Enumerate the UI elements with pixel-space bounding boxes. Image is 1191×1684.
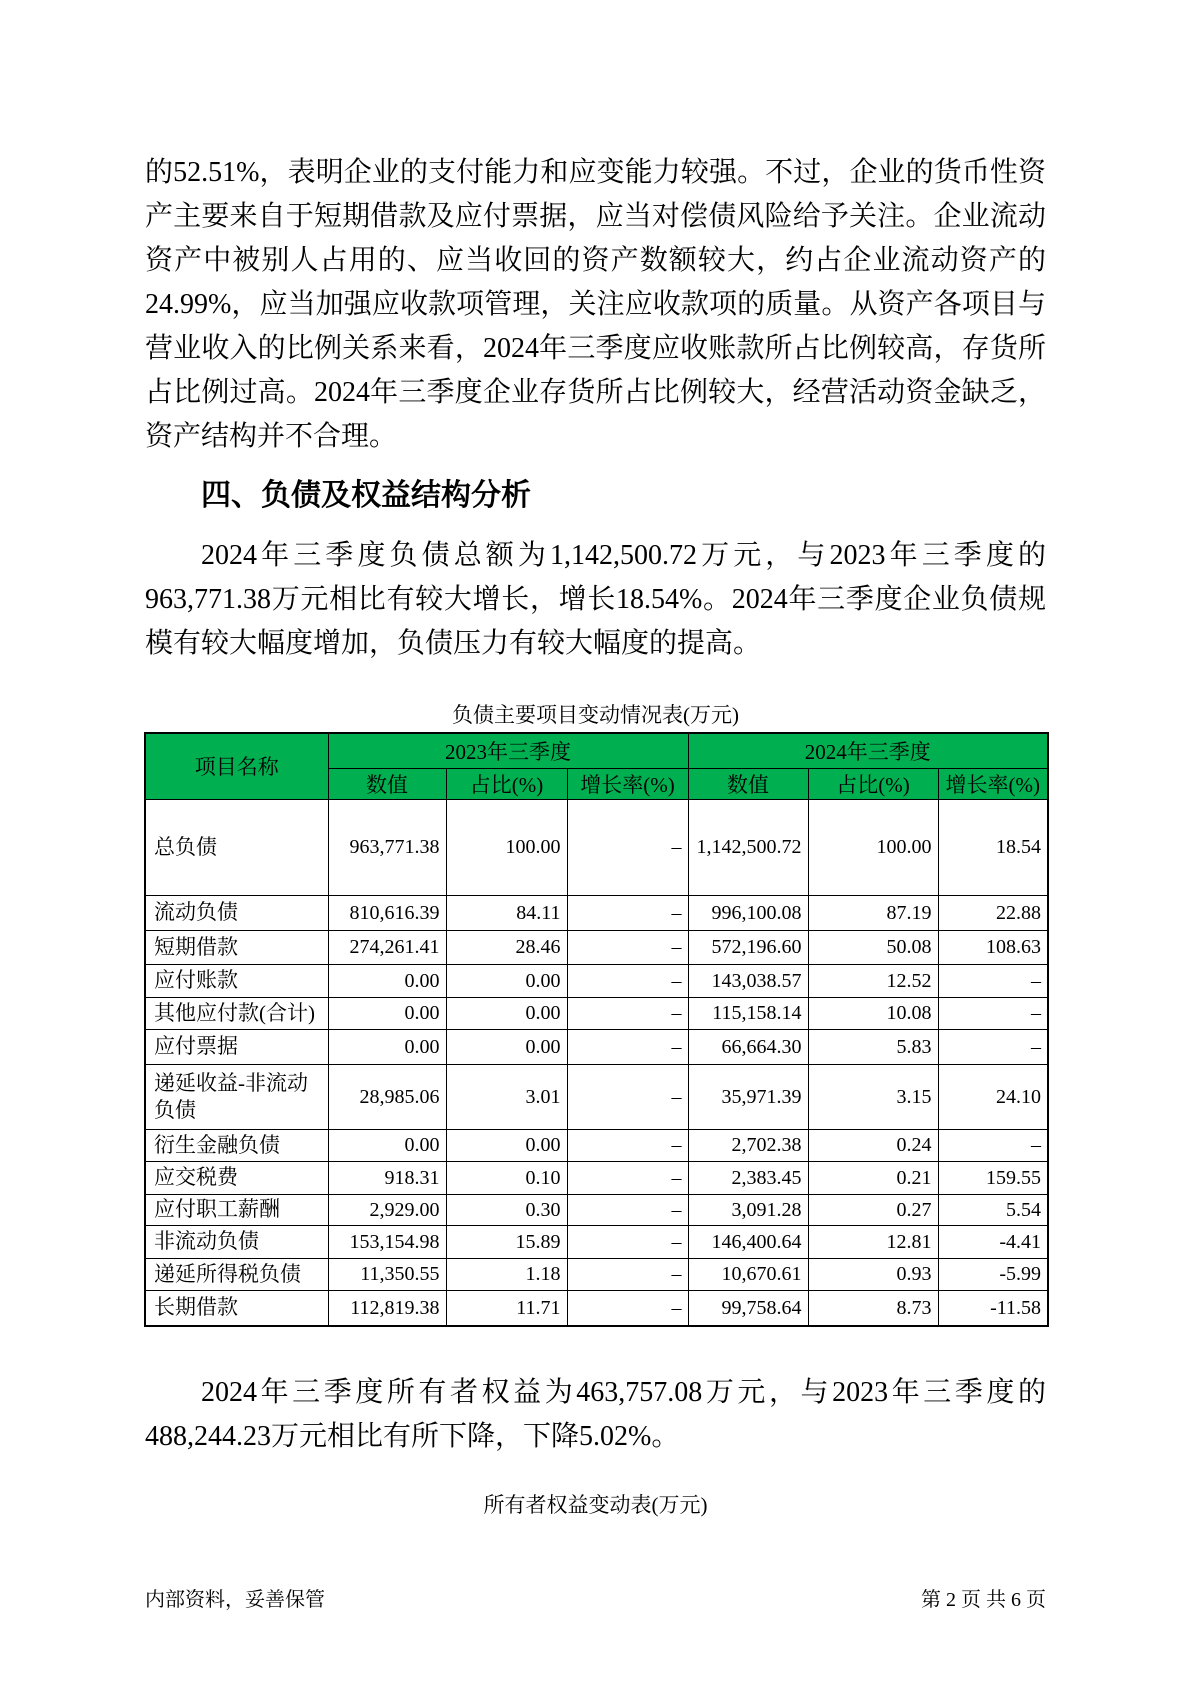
value-cell: 0.30 [446,1194,567,1225]
table-header-period-row [145,733,1048,768]
value-cell: 996,100.08 [688,895,808,930]
value-cell: – [938,1029,1048,1064]
value-cell: 1,142,500.72 [688,799,808,895]
table-row [145,997,1048,1029]
footer-page-number: 第 2 页 共 6 页 [921,1589,1046,1611]
row-label-cell: 应交税费 [145,1161,328,1194]
value-cell: 0.00 [328,1129,446,1161]
value-cell: 5.83 [808,1029,938,1064]
header-growth-2023: 增长率(%) [567,768,688,799]
row-label-cell: 短期借款 [145,930,328,964]
value-cell: 0.00 [328,997,446,1029]
value-cell: 0.00 [446,1029,567,1064]
equity-table-caption: 所有者权益变动表(万元) [483,1493,708,1517]
value-cell: 3,091.28 [688,1194,808,1225]
value-cell: 572,196.60 [688,930,808,964]
table-row [145,930,1048,964]
row-label-cell: 应付票据 [145,1029,328,1064]
value-cell: 100.00 [808,799,938,895]
value-cell: 84.11 [446,895,567,930]
value-cell: 11,350.55 [328,1258,446,1290]
value-cell: – [567,1290,688,1326]
value-cell: 28.46 [446,930,567,964]
value-cell: 18.54 [938,799,1048,895]
paragraph-line: 资产结构并不合理。 [145,421,398,452]
row-label-cell: 流动负债 [145,895,328,930]
paragraph-line: 24.99%，应当加强应收款项管理，关注应收款项的质量。从资产各项目与 [145,289,1046,320]
table-row [145,1258,1048,1290]
value-cell: 108.63 [938,930,1048,964]
value-cell: 50.08 [808,930,938,964]
paragraph-line: 模有较大幅度增加，负债压力有较大幅度的提高。 [145,628,762,659]
row-label-cell: 长期借款 [145,1290,328,1326]
value-cell: 0.00 [446,1129,567,1161]
paragraph-owners-equity [145,1371,1046,1459]
value-cell: 2,929.00 [328,1194,446,1225]
value-cell: 100.00 [446,799,567,895]
value-cell: 0.21 [808,1161,938,1194]
value-cell: 99,758.64 [688,1290,808,1326]
table-row [145,1194,1048,1225]
value-cell: 0.00 [446,997,567,1029]
paragraph-line: 资产中被别人占用的、应当收回的资产数额较大，约占企业流动资产的 [145,245,1046,276]
header-growth-2024: 增长率(%) [938,768,1048,799]
value-cell: 87.19 [808,895,938,930]
value-cell: 918.31 [328,1161,446,1194]
value-cell: 146,400.64 [688,1225,808,1258]
paragraph-liability-total [145,534,1046,666]
header-item-name: 项目名称 [145,733,328,799]
paragraph-line: 的52.51%，表明企业的支付能力和应变能力较强。不过，企业的货币性资 [145,157,1046,188]
row-label-cell: 递延所得税负债 [145,1258,328,1290]
value-cell: 143,038.57 [688,964,808,997]
value-cell: – [938,997,1048,1029]
table-row [145,895,1048,930]
value-cell: 12.81 [808,1225,938,1258]
row-label-cell: 其他应付款(合计) [145,997,328,1029]
value-cell: 112,819.38 [328,1290,446,1326]
liability-table [144,732,1049,1327]
paragraph-line: 488,244.23万元相比有所下降，下降5.02%。 [145,1421,680,1452]
value-cell: 10.08 [808,997,938,1029]
table-row [145,1161,1048,1194]
table-row [145,1129,1048,1161]
table-row [145,964,1048,997]
value-cell: 8.73 [808,1290,938,1326]
value-cell: – [567,1129,688,1161]
value-cell: 24.10 [938,1064,1048,1129]
value-cell: 1.18 [446,1258,567,1290]
value-cell: 66,664.30 [688,1029,808,1064]
value-cell: 12.52 [808,964,938,997]
value-cell: – [567,930,688,964]
header-share-2024: 占比(%) [808,768,938,799]
row-label-cell: 非流动负债 [145,1225,328,1258]
value-cell: 10,670.61 [688,1258,808,1290]
value-cell: – [567,1258,688,1290]
value-cell: 11.71 [446,1290,567,1326]
table-row [145,1290,1048,1326]
value-cell: – [938,964,1048,997]
row-label-cell: 应付账款 [145,964,328,997]
value-cell: – [567,964,688,997]
header-share-2023: 占比(%) [446,768,567,799]
liability-table-caption: 负债主要项目变动情况表(万元) [452,703,739,727]
paragraph-line: 营业收入的比例关系来看，2024年三季度应收账款所占比例较高，存货所 [145,333,1046,364]
table-row [145,1029,1048,1064]
footer-confidential-note: 内部资料，妥善保管 [145,1589,325,1611]
value-cell: 274,261.41 [328,930,446,964]
header-value-2023: 数值 [328,768,446,799]
paragraph-line: 2024年三季度负债总额为1,142,500.72万元，与2023年三季度的 [201,540,1046,571]
row-label-cell: 递延收益-非流动负债 [145,1064,328,1129]
value-cell: 0.10 [446,1161,567,1194]
value-cell: 22.88 [938,895,1048,930]
value-cell: – [567,1029,688,1064]
value-cell: -4.41 [938,1225,1048,1258]
value-cell: 0.00 [446,964,567,997]
value-cell: – [567,895,688,930]
value-cell: 2,702.38 [688,1129,808,1161]
row-label-cell: 总负债 [145,799,328,895]
value-cell: 963,771.38 [328,799,446,895]
value-cell: 35,971.39 [688,1064,808,1129]
value-cell: – [938,1129,1048,1161]
paragraph-line: 2024年三季度所有者权益为463,757.08万元，与2023年三季度的 [201,1377,1046,1408]
table-row [145,1225,1048,1258]
value-cell: 3.01 [446,1064,567,1129]
page-footer [145,1586,1046,1614]
table-row [145,799,1048,895]
value-cell: 28,985.06 [328,1064,446,1129]
table-row [145,1064,1048,1129]
section-heading-liability-equity: 四、负债及权益结构分析 [201,479,531,512]
value-cell: 2,383.45 [688,1161,808,1194]
paragraph-asset-analysis [145,151,1046,459]
row-label-cell: 衍生金融负债 [145,1129,328,1161]
header-period-2023: 2023年三季度 [328,733,688,768]
value-cell: – [567,1064,688,1129]
value-cell: -11.58 [938,1290,1048,1326]
value-cell: 810,616.39 [328,895,446,930]
value-cell: 0.93 [808,1258,938,1290]
paragraph-line: 占比例过高。2024年三季度企业存货所占比例较大，经营活动资金缺乏， [145,377,1046,408]
value-cell: – [567,1161,688,1194]
value-cell: 159.55 [938,1161,1048,1194]
value-cell: – [567,1225,688,1258]
value-cell: 5.54 [938,1194,1048,1225]
value-cell: 0.00 [328,964,446,997]
value-cell: – [567,799,688,895]
value-cell: 0.00 [328,1029,446,1064]
value-cell: 3.15 [808,1064,938,1129]
value-cell: 153,154.98 [328,1225,446,1258]
value-cell: 15.89 [446,1225,567,1258]
value-cell: – [567,1194,688,1225]
row-label-cell: 应付职工薪酬 [145,1194,328,1225]
value-cell: 0.24 [808,1129,938,1161]
value-cell: -5.99 [938,1258,1048,1290]
paragraph-line: 产主要来自于短期借款及应付票据，应当对偿债风险给予关注。企业流动 [145,201,1046,232]
header-period-2024: 2024年三季度 [688,733,1048,768]
paragraph-line: 963,771.38万元相比有较大增长，增长18.54%。2024年三季度企业负债规 [145,584,1046,615]
value-cell: 0.27 [808,1194,938,1225]
value-cell: 115,158.14 [688,997,808,1029]
header-value-2024: 数值 [688,768,808,799]
value-cell: – [567,997,688,1029]
